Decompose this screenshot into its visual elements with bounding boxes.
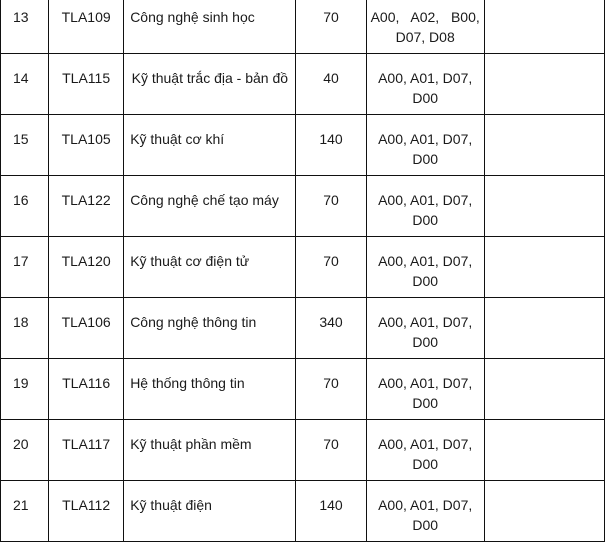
major-name: Công nghệ thông tin: [124, 298, 296, 359]
quota: 70: [296, 237, 366, 298]
combo-line-1: A00, A02, B00,: [370, 9, 480, 25]
extra-cell: [484, 420, 604, 481]
row-number: 15: [1, 115, 49, 176]
extra-cell: [484, 176, 604, 237]
table-row: [1, 298, 605, 359]
major-code: TLA106: [49, 298, 124, 359]
combo-line-2: D00: [412, 395, 439, 411]
quota: 340: [296, 298, 366, 359]
subject-combinations: [366, 0, 484, 54]
extra-cell: [484, 481, 604, 542]
combo-line-1: A00, A01, D07,: [378, 314, 473, 330]
quota: 70: [296, 420, 366, 481]
major-name: Kỹ thuật trắc địa - bản đồ: [124, 54, 296, 115]
major-code: TLA109: [49, 0, 124, 54]
extra-cell: [484, 237, 604, 298]
major-name: Kỹ thuật điện: [124, 481, 296, 542]
major-name: Công nghệ sinh học: [124, 0, 296, 54]
combo-line-1: A00, A01, D07,: [378, 436, 473, 452]
quota: 70: [296, 176, 366, 237]
table-row: [1, 54, 605, 115]
major-code: TLA115: [49, 54, 124, 115]
quota: 140: [296, 115, 366, 176]
combo-line-1: A00, A01, D07,: [378, 192, 473, 208]
quota: 40: [296, 54, 366, 115]
combo-line-2: D00: [412, 151, 439, 167]
combo-line-1: A00, A01, D07,: [378, 131, 473, 147]
major-code: TLA120: [49, 237, 124, 298]
combo-line-2: D00: [412, 273, 439, 289]
major-name: Kỹ thuật cơ điện tử: [124, 237, 296, 298]
major-code: TLA112: [49, 481, 124, 542]
subject-combinations: [366, 481, 484, 542]
combo-line-2: D07, D08: [395, 29, 455, 45]
row-number: 21: [1, 481, 49, 542]
table-row: [1, 237, 605, 298]
subject-combinations: [366, 115, 484, 176]
combo-line-1: A00, A01, D07,: [378, 253, 473, 269]
combo-line-1: A00, A01, D07,: [378, 497, 473, 513]
extra-cell: [484, 54, 604, 115]
row-number: 17: [1, 237, 49, 298]
major-name: Hệ thống thông tin: [124, 359, 296, 420]
subject-combinations: [366, 176, 484, 237]
extra-cell: [484, 359, 604, 420]
row-number: 16: [1, 176, 49, 237]
table-row: [1, 359, 605, 420]
extra-cell: [484, 0, 604, 54]
major-code: TLA105: [49, 115, 124, 176]
row-number: 20: [1, 420, 49, 481]
combo-line-2: D00: [412, 212, 439, 228]
major-name: Kỹ thuật phần mềm: [124, 420, 296, 481]
quota: 70: [296, 0, 366, 54]
subject-combinations: [366, 298, 484, 359]
major-name: Kỹ thuật cơ khí: [124, 115, 296, 176]
combo-line-1: A00, A01, D07,: [378, 375, 473, 391]
table-row: [1, 481, 605, 542]
combo-line-2: D00: [412, 90, 439, 106]
subject-combinations: [366, 420, 484, 481]
table-row: [1, 420, 605, 481]
combo-line-1: A00, A01, D07,: [378, 70, 473, 86]
subject-combinations: [366, 54, 484, 115]
row-number: 19: [1, 359, 49, 420]
table-row: [1, 115, 605, 176]
row-number: 14: [1, 54, 49, 115]
row-number: 18: [1, 298, 49, 359]
major-code: TLA116: [49, 359, 124, 420]
extra-cell: [484, 298, 604, 359]
subject-combinations: [366, 237, 484, 298]
quota: 70: [296, 359, 366, 420]
extra-cell: [484, 115, 604, 176]
major-name: Công nghệ chế tạo máy: [124, 176, 296, 237]
major-code: TLA117: [49, 420, 124, 481]
table-row: [1, 176, 605, 237]
major-code: TLA122: [49, 176, 124, 237]
combo-line-2: D00: [412, 517, 439, 533]
combo-line-2: D00: [412, 334, 439, 350]
table-row: [1, 0, 605, 54]
row-number: 13: [1, 0, 49, 54]
subject-combinations: [366, 359, 484, 420]
quota: 140: [296, 481, 366, 542]
combo-line-2: D00: [412, 456, 439, 472]
